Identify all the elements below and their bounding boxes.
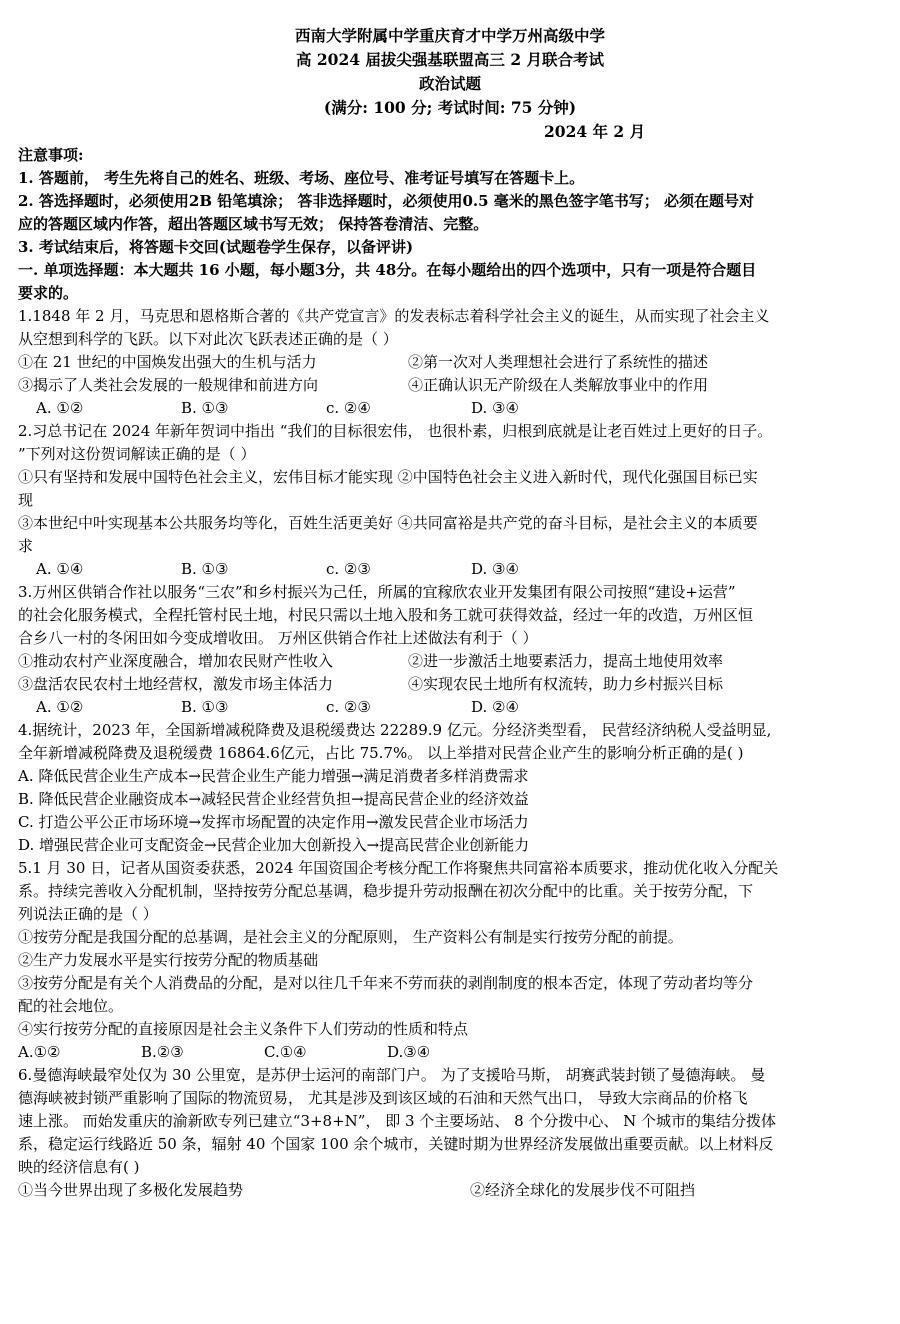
note-item: 2. 答选择题时，必须使用2B 铅笔填涂； 答非选择题时，必须使用0.5 毫米的黑色签字笔书写； 必须在题号对 xyxy=(18,192,754,210)
exam-date: 2024 年 2 月 xyxy=(544,122,646,141)
subject-title: 政治试题 xyxy=(418,74,481,93)
q6-options-row1 xyxy=(18,1179,882,1202)
q2-stem-cont: ”下列对这份贺词解读正确的是（ ） xyxy=(18,445,256,463)
choice-b: B. ①③ xyxy=(181,698,229,716)
q2-option-cont: 求 xyxy=(18,537,34,555)
q5-stem-cont: 列说法正确的是（ ） xyxy=(18,905,158,923)
choice-a: A. ①④ xyxy=(36,560,84,578)
q1-options-row1 xyxy=(18,351,882,374)
q3-choices xyxy=(18,696,882,719)
choice-d: D.③④ xyxy=(387,1043,431,1061)
q3-option: ③盘活农民农村土地经营权，激发市场主体活力 xyxy=(18,675,334,693)
choice-c: c. ②③ xyxy=(326,560,371,578)
q3-stem-cont: 的社会化服务模式，全程托管村民土地，村民只需以土地入股和务工就可获得效益，经过一年的改造，万州区恒 xyxy=(18,606,754,624)
q4-choice-b: B. 降低民营企业融资成本→减轻民营企业经营负担→提高民营企业的经济效益 xyxy=(18,790,529,808)
q3-options-row1 xyxy=(18,650,882,673)
q5-stem-cont: 系。持续完善收入分配机制，坚持按劳分配总基调，稳步提升劳动报酬在初次分配中的比重。关于按劳分配，下 xyxy=(18,882,754,900)
q3-option: ①推动农村产业深度融合，增加农民财产性收入 xyxy=(18,652,334,670)
q3-option: ②进一步激活土地要素活力，提高土地使用效率 xyxy=(408,652,724,670)
q4-stem: 4.据统计，2023 年，全国新增减税降费及退税缓费达 22289.9 亿元。分经济类型看， 民营经济纳税人受益明显, xyxy=(18,721,772,739)
q5-option: ①按劳分配是我国分配的总基调，是社会主义的分配原则， 生产资料公有制是实行按劳分配的前提。 xyxy=(18,928,683,946)
exam-title: 高 2024 届拔尖强基联盟高三 2 月联合考试 xyxy=(295,50,604,69)
choice-b: B. ①③ xyxy=(181,399,229,417)
q3-options-row2 xyxy=(18,673,882,696)
q1-option: ②第一次对人类理想社会进行了系统性的描述 xyxy=(408,353,709,371)
q2-choices xyxy=(18,558,882,581)
choice-a: A. ①② xyxy=(36,698,84,716)
note-item: 应的答题区域内作答，超出答题区域书写无效； 保持答卷清洁、完整。 xyxy=(18,215,489,233)
q3-stem-cont: 合乡八一村的冬闲田如今变成增收田。 万州区供销合作社上述做法有利于（ ） xyxy=(18,629,538,647)
q3-stem: 3.万州区供销合作社以服务“三农”和乡村振兴为己任，所属的宜稼欣农业开发集团有限公司按照“建设+运营” xyxy=(18,583,736,601)
section-heading: 一. 单项选择题：本大题共 16 小题，每小题3分，共 48分。在每小题给出的四个选项中，只有一项是符合题目 xyxy=(18,261,757,279)
q3-option: ④实现农民土地所有权流转，助力乡村振兴目标 xyxy=(408,675,724,693)
q6-option: ②经济全球化的发展步伐不可阻挡 xyxy=(470,1181,696,1199)
q6-option: ①当今世界出现了多极化发展趋势 xyxy=(18,1181,244,1199)
choice-b: B. ①③ xyxy=(181,560,229,578)
q5-option-cont: 配的社会地位。 xyxy=(18,997,124,1015)
q6-stem-cont: 德海峡被封锁严重影响了国际的物流贸易， 尤其是涉及到该区域的石油和天然气出口， 导致大宗商品的价格飞 xyxy=(18,1089,748,1107)
q1-option: ④正确认识无产阶级在人类解放事业中的作用 xyxy=(408,376,709,394)
note-item: 3. 考试结束后，将答题卡交回(试题卷学生保存，以备评讲) xyxy=(18,238,414,256)
q5-option: ③按劳分配是有关个人消费品的分配，是对以往几千年来不劳而获的剥削制度的根本否定，体现了劳动者均等分 xyxy=(18,974,754,992)
q6-stem-cont: 系，稳定运行线路近 50 条，辐射 40 个国家 100 余个城市，关键时期为世界经济发展做出重要贡献。以上材料反 xyxy=(18,1135,774,1153)
notes-title: 注意事项: xyxy=(18,146,84,164)
section-heading-cont: 要求的。 xyxy=(18,284,79,302)
q4-stem-cont: 全年新增减税降费及退税缓费 16864.6亿元，占比 75.7%。 以上举措对民营企业产生的影响分析正确的是( ) xyxy=(18,744,744,762)
q6-stem-cont: 速上涨。 而始发重庆的渝新欧专列已建立“3+8+N”， 即 3 个主要场站、 8 个分拨中心、 N 个城市的集结分拨体 xyxy=(18,1112,777,1130)
choice-c: C.①④ xyxy=(264,1043,307,1061)
choice-d: D. ③④ xyxy=(471,560,519,578)
q4-choice-c: C. 打造公平公正市场环境→发挥市场配置的决定作用→激发民营企业市场活力 xyxy=(18,813,529,831)
q5-option: ④实行按劳分配的直接原因是社会主义条件下人们劳动的性质和特点 xyxy=(18,1020,469,1038)
q2-stem: 2.习总书记在 2024 年新年贺词中指出 “我们的目标很宏伟， 也很朴素，归根到底就是让老百姓过上更好的日子。 xyxy=(18,422,773,440)
q1-stem-cont: 从空想到科学的飞跃。以下对此次飞跃表述正确的是（ ） xyxy=(18,330,398,348)
choice-a: A.①② xyxy=(18,1043,61,1061)
q1-stem: 1.1848 年 2 月，马克思和恩格斯合著的《共产党宣言》的发表标志着科学社会主义的诞生，从而实现了社会主义 xyxy=(18,307,770,325)
choice-d: D. ②④ xyxy=(471,698,519,716)
choice-a: A. ①② xyxy=(36,399,84,417)
q1-options-row2 xyxy=(18,374,882,397)
q4-choice-a: A. 降低民营企业生产成本→民营企业生产能力增强→满足消费者多样消费需求 xyxy=(18,767,529,785)
q4-choice-d: D. 增强民营企业可支配资金→民营企业加大创新投入→提高民营企业创新能力 xyxy=(18,836,530,854)
score-time: (满分: 100 分; 考试时间: 75 分钟) xyxy=(323,98,577,117)
q1-option: ③揭示了人类社会发展的一般规律和前进方向 xyxy=(18,376,319,394)
q2-option-cont: 现 xyxy=(18,491,34,509)
school-names: 西南大学附属中学重庆育才中学万州高级中学 xyxy=(294,26,605,45)
choice-b: B.②③ xyxy=(141,1043,184,1061)
q5-option: ②生产力发展水平是实行按劳分配的物质基础 xyxy=(18,951,319,969)
choice-c: c. ②④ xyxy=(326,399,371,417)
q1-choices xyxy=(18,397,882,420)
note-item: 1. 答题前， 考生先将自己的姓名、班级、考场、座位号、准考证号填写在答题卡上。 xyxy=(18,169,585,187)
choice-c: c. ②③ xyxy=(326,698,371,716)
q5-choices xyxy=(18,1041,882,1064)
q2-option: ③本世纪中叶实现基本公共服务均等化，百姓生活更美好 ④共同富裕是共产党的奋斗目标，是社会主义的本质要 xyxy=(18,514,758,532)
choice-d: D. ③④ xyxy=(471,399,519,417)
q1-option: ①在 21 世纪的中国焕发出强大的生机与活力 xyxy=(18,353,317,371)
q5-stem: 5.1 月 30 日，记者从国资委获悉，2024 年国资国企考核分配工作将聚焦共同富裕本质要求，推动优化收入分配关 xyxy=(18,859,779,877)
q6-stem-cont: 映的经济信息有( ) xyxy=(18,1158,140,1176)
q2-option: ①只有坚持和发展中国特色社会主义，宏伟目标才能实现 ②中国特色社会主义进入新时代，现代化强国目标已实 xyxy=(18,468,758,486)
q6-stem: 6.曼德海峡最窄处仅为 30 公里宽，是苏伊士运河的南部门户。 为了支援哈马斯， 胡赛武装封锁了曼德海峡。 曼 xyxy=(18,1066,766,1084)
